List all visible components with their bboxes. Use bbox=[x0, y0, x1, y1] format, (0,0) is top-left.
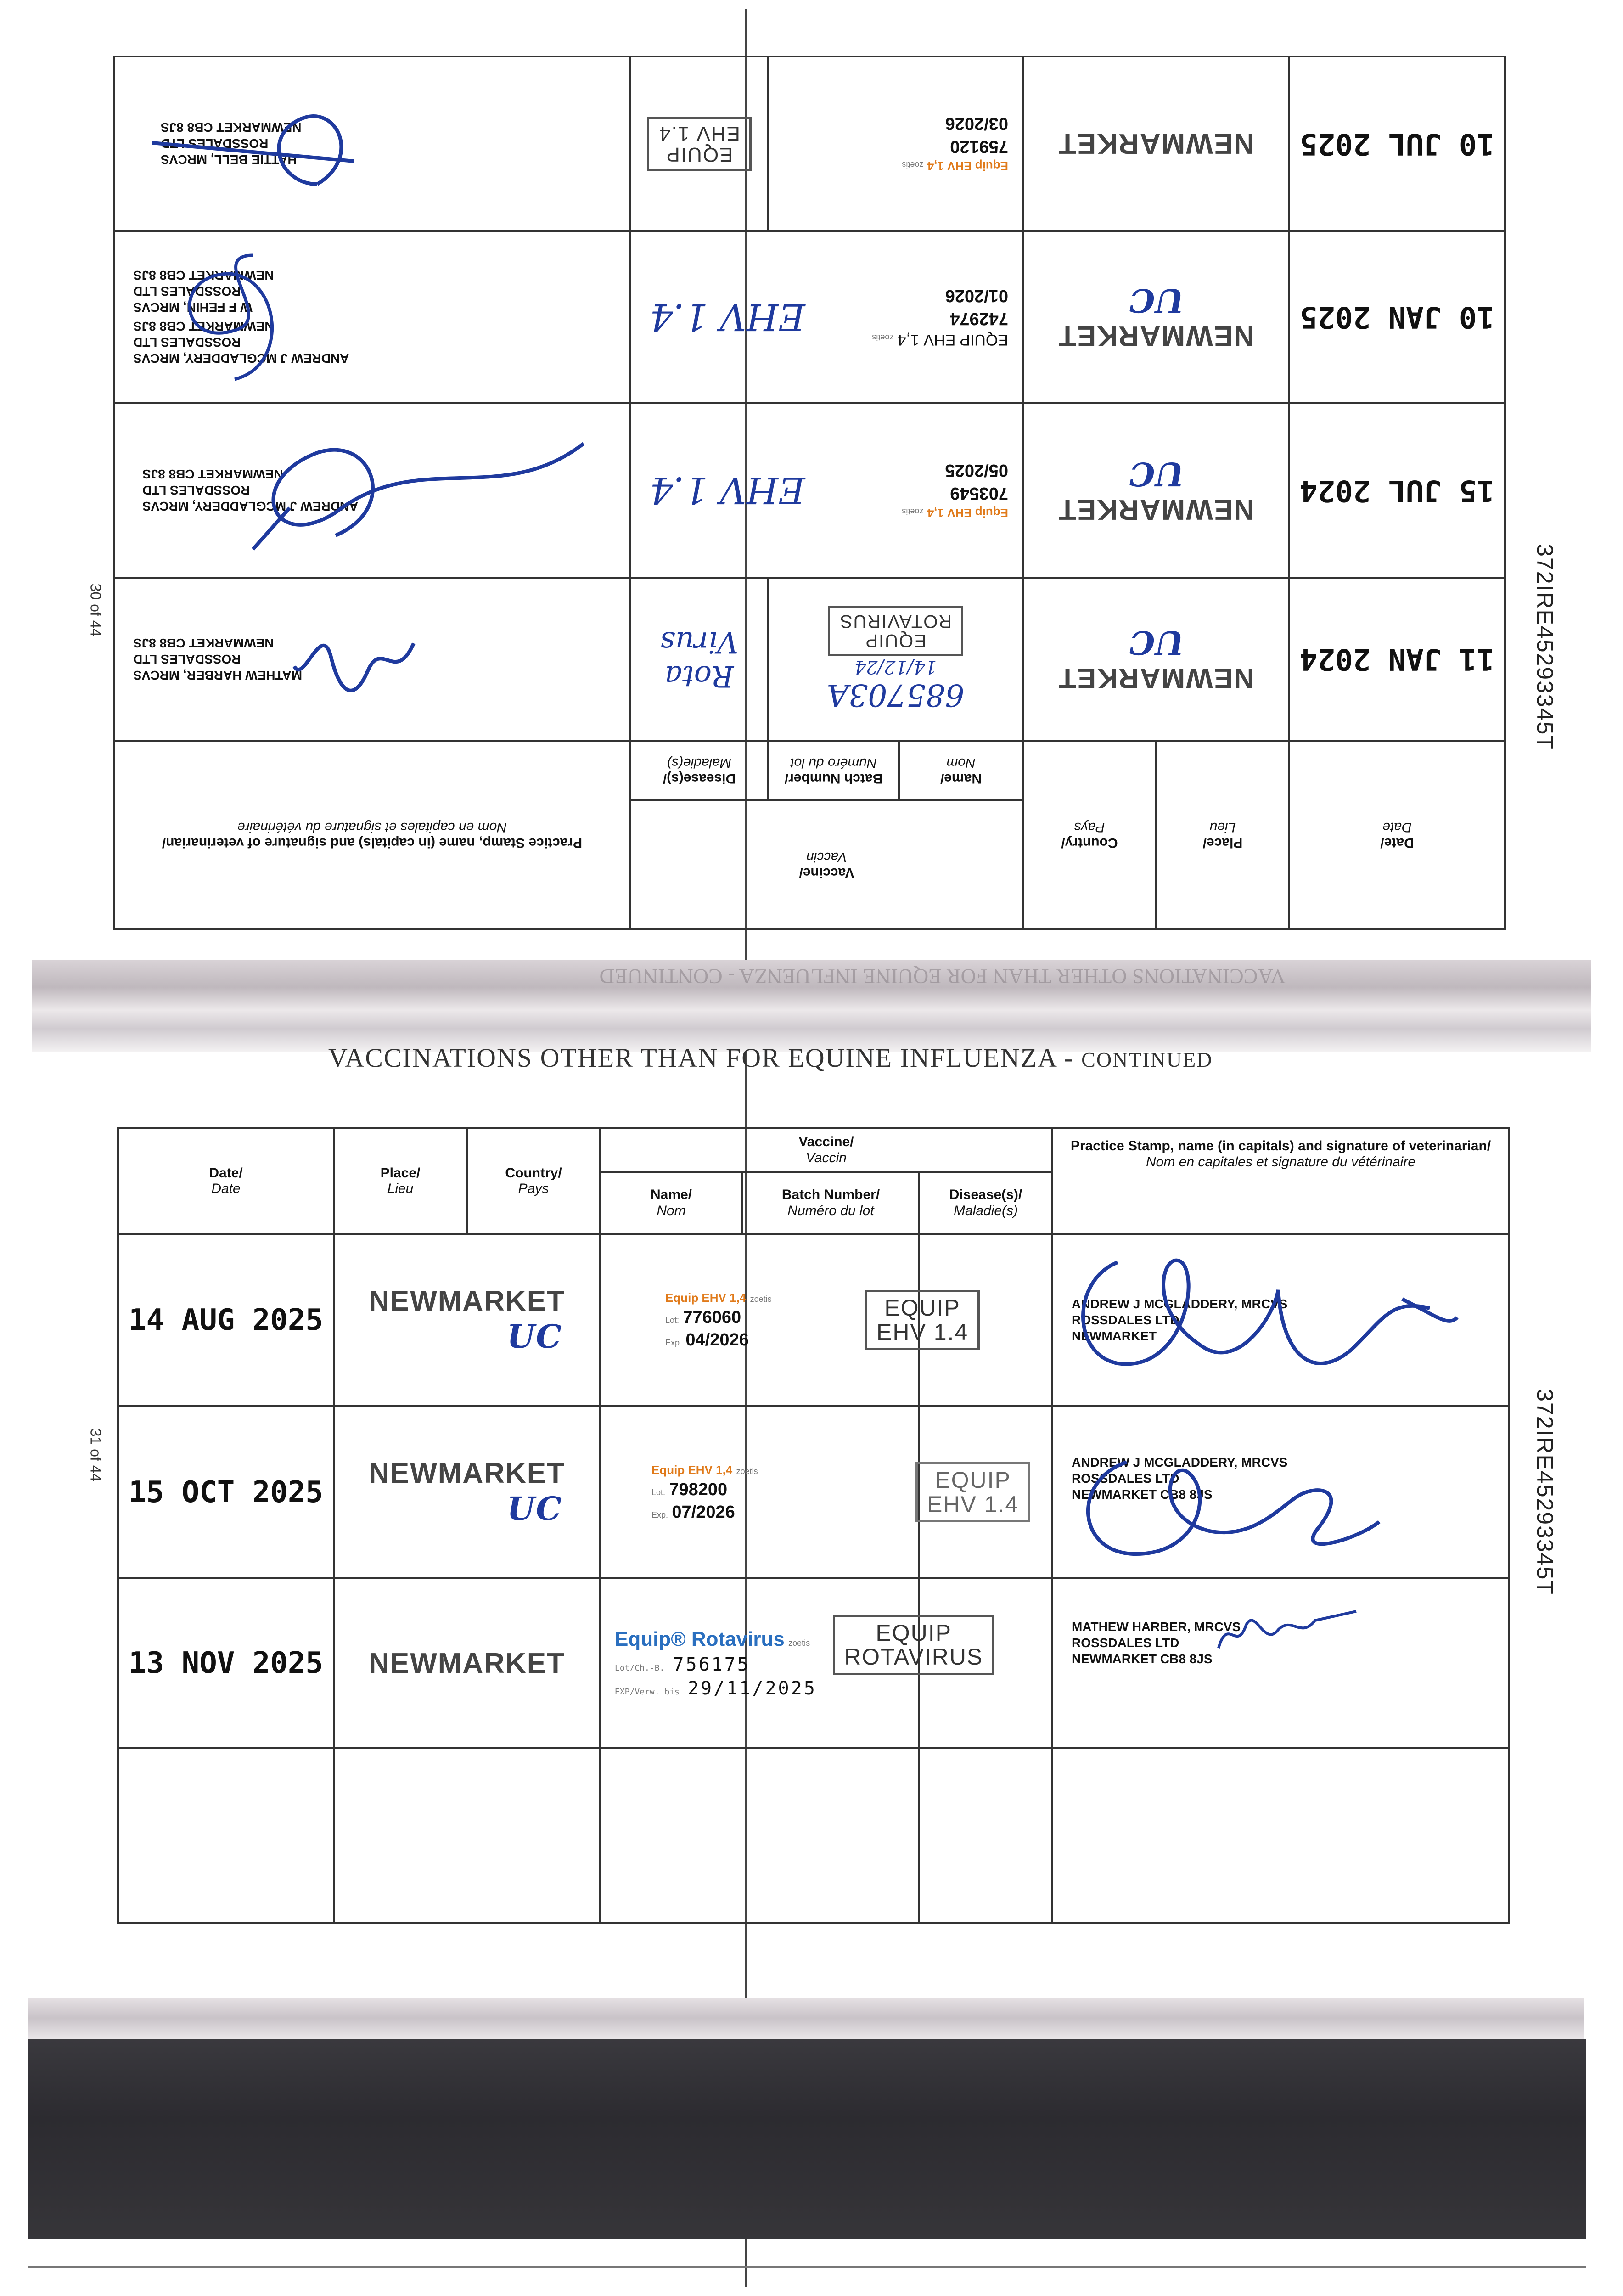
scanner-dark-band bbox=[28, 2039, 1586, 2239]
label-lot-label: Lot/Ch.-B. bbox=[615, 1663, 665, 1673]
label-company: zoetis bbox=[902, 160, 924, 169]
label-exp: 29/11/2025 bbox=[687, 1677, 817, 1699]
empty-cell bbox=[334, 1748, 600, 1923]
horse-id-top: 372IRE45293345T bbox=[1532, 544, 1558, 750]
label-exp-label: EXP/Verw. bis bbox=[615, 1687, 680, 1697]
row-vaccine-label bbox=[600, 1406, 919, 1578]
row-vet bbox=[114, 403, 630, 578]
row-place bbox=[1023, 231, 1289, 403]
label-lot: 703549 bbox=[950, 483, 1008, 503]
place-text: NEWMARKET bbox=[1058, 320, 1254, 352]
vet-line-1: HATTIE BELL, MRCVS bbox=[160, 152, 297, 167]
country-handwritten: UC bbox=[1128, 455, 1184, 493]
header-name: Name/ Nom bbox=[899, 741, 1023, 800]
signature-mcgladdery-2 bbox=[1062, 1435, 1393, 1572]
label-company: zoetis bbox=[750, 1294, 772, 1304]
vet-line-2: ROSSDALES LTD bbox=[160, 136, 269, 151]
page-number-bottom: 31 of 44 bbox=[87, 1428, 104, 1482]
vet-line-3: NEWMARKET CB8 8JS bbox=[133, 636, 274, 650]
row-disease bbox=[630, 56, 768, 231]
table-row bbox=[118, 1578, 1509, 1748]
table-row bbox=[118, 1406, 1509, 1578]
vet-line-3: NEWMARKET CB8 8JS bbox=[142, 467, 283, 482]
signature-fehin bbox=[161, 246, 308, 393]
signature-mcgladdery bbox=[244, 425, 593, 563]
vaccine-label-sticker bbox=[872, 284, 1022, 350]
stamp-line-2: EHV 1.4 bbox=[658, 122, 740, 145]
header-disease: Disease(s)/ Maladie(s) bbox=[919, 1172, 1052, 1234]
row-date: 10 JUL 2025 bbox=[1289, 56, 1505, 231]
empty-cell bbox=[118, 1748, 334, 1923]
signature-harber bbox=[285, 620, 423, 712]
vet-line-1: ANDREW J MCGLADDERY, MRCVS bbox=[133, 351, 349, 366]
section-title bbox=[328, 1042, 1292, 1073]
place-text: NEWMARKET bbox=[369, 1285, 565, 1317]
row-date: 11 JAN 2024 bbox=[1289, 578, 1505, 741]
row-disease bbox=[919, 1406, 1052, 1578]
bottom-page-table bbox=[117, 1127, 1508, 1922]
vet-line-3: NEWMARKET bbox=[1072, 1329, 1157, 1343]
row-place bbox=[1023, 403, 1289, 578]
row-place: NEWMARKET bbox=[1023, 56, 1289, 231]
stamp-line-2: ROTAVIRUS bbox=[839, 611, 952, 631]
country-handwritten: UC bbox=[507, 1489, 562, 1528]
vaccine-label-sticker bbox=[902, 459, 1022, 522]
header-vet: Practice Stamp, name (in capitals) and signature of veterinarian/ Nom en capitales et signature du vétérinaire bbox=[114, 741, 630, 929]
table-row bbox=[114, 56, 1505, 231]
row-place: NEWMARKET bbox=[334, 1578, 600, 1748]
row-vet bbox=[1052, 1234, 1509, 1406]
label-brand: Equip EHV 1,4 bbox=[651, 1463, 733, 1477]
header-country: Country/ Pays bbox=[1023, 741, 1156, 929]
header-vet: Practice Stamp, name (in capitals) and signature of veterinarian/ Nom en capitales et signature du vétérinaire bbox=[1052, 1128, 1509, 1234]
table-row bbox=[118, 1234, 1509, 1406]
label-exp: 01/2026 bbox=[945, 286, 1008, 306]
header-place: Place/ Lieu bbox=[334, 1128, 467, 1234]
row-date: 15 OCT 2025 bbox=[118, 1406, 334, 1578]
row-vaccine-label bbox=[630, 403, 1023, 578]
row-date: 13 NOV 2025 bbox=[118, 1578, 334, 1748]
row-vet bbox=[1052, 1406, 1509, 1578]
row-place bbox=[334, 1406, 600, 1578]
name-handwritten: Rota Virus bbox=[660, 625, 739, 693]
page-number-top: 30 of 44 bbox=[87, 583, 104, 637]
vet-line-1: ANDREW J MCGLADDERY, MRCVS bbox=[142, 499, 359, 514]
vet-line-3: NEWMARKET CB8 8JS bbox=[1072, 1651, 1213, 1666]
label-lot-label: Lot: bbox=[651, 1487, 666, 1497]
place-text: NEWMARKET bbox=[1058, 662, 1254, 694]
signature-bell bbox=[143, 92, 372, 212]
row-date: 15 JUL 2024 bbox=[1289, 403, 1505, 578]
label-company: zoetis bbox=[736, 1466, 758, 1476]
label-exp: 05/2025 bbox=[945, 461, 1008, 480]
header-date: Date/ Date bbox=[1289, 741, 1505, 929]
country-handwritten: UC bbox=[1128, 624, 1184, 662]
vet-line-2: ROSSDALES LTD bbox=[142, 483, 250, 498]
label-company: zoetis bbox=[788, 1638, 810, 1648]
vet-line-1: MATHEW HARBER, MRCVS bbox=[133, 668, 303, 682]
disease-stamp bbox=[865, 1290, 980, 1350]
header-batch: Batch Number/ Numéro du lot bbox=[768, 741, 899, 800]
vet-b-line-2: ROSSDALES LTD bbox=[133, 284, 241, 299]
stamp-line-2: ROTAVIRUS bbox=[844, 1644, 983, 1670]
vet-line-2: ROSSDALES LTD bbox=[1072, 1471, 1179, 1486]
horse-id-bottom: 372IRE45293345T bbox=[1532, 1389, 1558, 1595]
place-text: NEWMARKET bbox=[1058, 494, 1254, 525]
table-row bbox=[114, 578, 1505, 741]
row-vet bbox=[114, 231, 630, 403]
disease-stamp bbox=[915, 1462, 1030, 1522]
vaccine-label-sticker bbox=[601, 1461, 918, 1524]
row-disease bbox=[630, 578, 768, 741]
batch-date-handwritten: 14/12/24 bbox=[854, 656, 937, 677]
table-row bbox=[114, 403, 1505, 578]
header-vaccine: Vaccine/ Vaccin bbox=[630, 800, 1023, 929]
stamp-line-1: EQUIP bbox=[876, 1620, 952, 1646]
ghost-section-title: VACCINATIONS OTHER THAN FOR EQUINE INFLUENZA - CONTINUED bbox=[599, 965, 1286, 988]
stamp-line-1: EQUIP bbox=[865, 630, 927, 651]
row-vaccine-name-batch bbox=[768, 578, 1023, 741]
row-place bbox=[334, 1234, 600, 1406]
stamp-line-1: EQUIP bbox=[935, 1467, 1011, 1493]
disease-handwritten: EHV 1.4 bbox=[649, 469, 805, 512]
disease-stamp bbox=[828, 606, 963, 656]
header-disease: Disease(s)/ Maladie(s) bbox=[630, 741, 768, 800]
vet-line-2: ROSSDALES LTD bbox=[1072, 1313, 1179, 1327]
row-vet bbox=[114, 578, 630, 741]
label-company: zoetis bbox=[872, 332, 894, 342]
vet-b-line-3: NEWMARKET CB8 8JS bbox=[133, 268, 274, 283]
label-company: zoetis bbox=[902, 506, 924, 516]
label-lot-label: Lot: bbox=[665, 1315, 680, 1325]
vet-line-1: ANDREW J MCGLADDERY, MRCVS bbox=[1072, 1455, 1288, 1469]
label-exp: 03/2026 bbox=[945, 114, 1008, 134]
row-place bbox=[1023, 578, 1289, 741]
label-brand: EQUIP EHV 1,4 bbox=[897, 331, 1008, 349]
row-date: 14 AUG 2025 bbox=[118, 1234, 334, 1406]
vet-b-line-1: W F FEHIN, MRCVS bbox=[133, 300, 253, 315]
batch-handwritten: 685703A bbox=[826, 677, 965, 713]
row-vaccine-label bbox=[768, 56, 1023, 231]
vet-line-2: ROSSDALES LTD bbox=[1072, 1635, 1179, 1650]
signature-mcgladdery bbox=[1062, 1244, 1466, 1396]
header-name: Name/ Nom bbox=[600, 1172, 742, 1234]
header-place: Place/ Lieu bbox=[1156, 741, 1289, 929]
label-lot: 742974 bbox=[950, 309, 1008, 328]
vet-line-3: NEWMARKET CB8 8JS bbox=[160, 120, 302, 135]
disease-stamp bbox=[833, 1615, 994, 1675]
label-brand: Equip EHV 1,4 bbox=[665, 1290, 747, 1305]
empty-cell bbox=[1052, 1748, 1509, 1923]
label-brand: Equip® Rotavirus bbox=[615, 1628, 785, 1651]
country-handwritten: UC bbox=[1128, 281, 1184, 320]
header-batch: Batch Number/ Numéro du lot bbox=[742, 1172, 919, 1234]
stamp-line-1: EQUIP bbox=[665, 143, 733, 166]
label-exp: 04/2026 bbox=[685, 1330, 749, 1350]
header-date: Date/ Date bbox=[118, 1128, 334, 1234]
header-country: Country/ Pays bbox=[467, 1128, 600, 1234]
label-brand: Equip EHV 1,4 bbox=[927, 506, 1008, 520]
disease-stamp bbox=[647, 117, 752, 171]
header-vaccine: Vaccine/ Vaccin bbox=[600, 1128, 1052, 1172]
section-title-suffix: CONTINUED bbox=[1081, 1048, 1213, 1071]
row-vet bbox=[114, 56, 630, 231]
vaccine-label-sticker bbox=[769, 112, 1022, 175]
vet-line-1: ANDREW J MCGLADDERY, MRCVS bbox=[1072, 1297, 1288, 1311]
section-title-main: VACCINATIONS OTHER THAN FOR EQUINE INFLUENZA bbox=[328, 1043, 1056, 1073]
scan-bottom-edge bbox=[28, 2266, 1586, 2268]
disease-handwritten: EHV 1.4 bbox=[649, 296, 805, 338]
row-vet bbox=[1052, 1578, 1509, 1748]
empty-cell bbox=[919, 1748, 1052, 1923]
vet-line-1: MATHEW HARBER, MRCVS bbox=[1072, 1619, 1241, 1634]
row-disease bbox=[844, 1578, 1052, 1748]
stamp-line-2: EHV 1.4 bbox=[927, 1491, 1019, 1517]
table-row-empty bbox=[118, 1748, 1509, 1923]
place-text: NEWMARKET bbox=[369, 1457, 565, 1489]
stamp-line-1: EQUIP bbox=[884, 1295, 960, 1321]
section-title-dash: - bbox=[1064, 1043, 1082, 1073]
table-row bbox=[114, 231, 1505, 403]
signature-harber bbox=[1209, 1598, 1361, 1662]
label-exp-label: Exp. bbox=[651, 1510, 668, 1519]
vet-line-3: NEWMARKET CB8 8JS bbox=[133, 319, 274, 334]
country-handwritten: UC bbox=[507, 1317, 562, 1356]
stamp-line-2: EHV 1.4 bbox=[876, 1319, 969, 1345]
label-lot: 759120 bbox=[950, 136, 1008, 156]
vet-line-2: ROSSDALES LTD bbox=[133, 335, 241, 350]
label-lot: 776060 bbox=[683, 1307, 741, 1327]
vet-line-2: ROSSDALES LTD bbox=[133, 652, 241, 666]
label-lot: 756175 bbox=[673, 1654, 750, 1675]
row-vaccine-label bbox=[630, 231, 1023, 403]
label-exp-label: Exp. bbox=[665, 1338, 682, 1347]
top-page-table bbox=[115, 103, 1506, 930]
row-date: 10 JAN 2025 bbox=[1289, 231, 1505, 403]
label-brand: Equip EHV 1,4 bbox=[927, 159, 1008, 173]
row-disease bbox=[876, 1234, 1052, 1406]
vet-line-3: NEWMARKET CB8 8JS bbox=[1072, 1487, 1213, 1502]
label-exp: 07/2026 bbox=[672, 1503, 735, 1522]
label-lot: 798200 bbox=[669, 1480, 728, 1499]
page-edge-shadow bbox=[28, 1998, 1584, 2039]
empty-cell bbox=[600, 1748, 919, 1923]
